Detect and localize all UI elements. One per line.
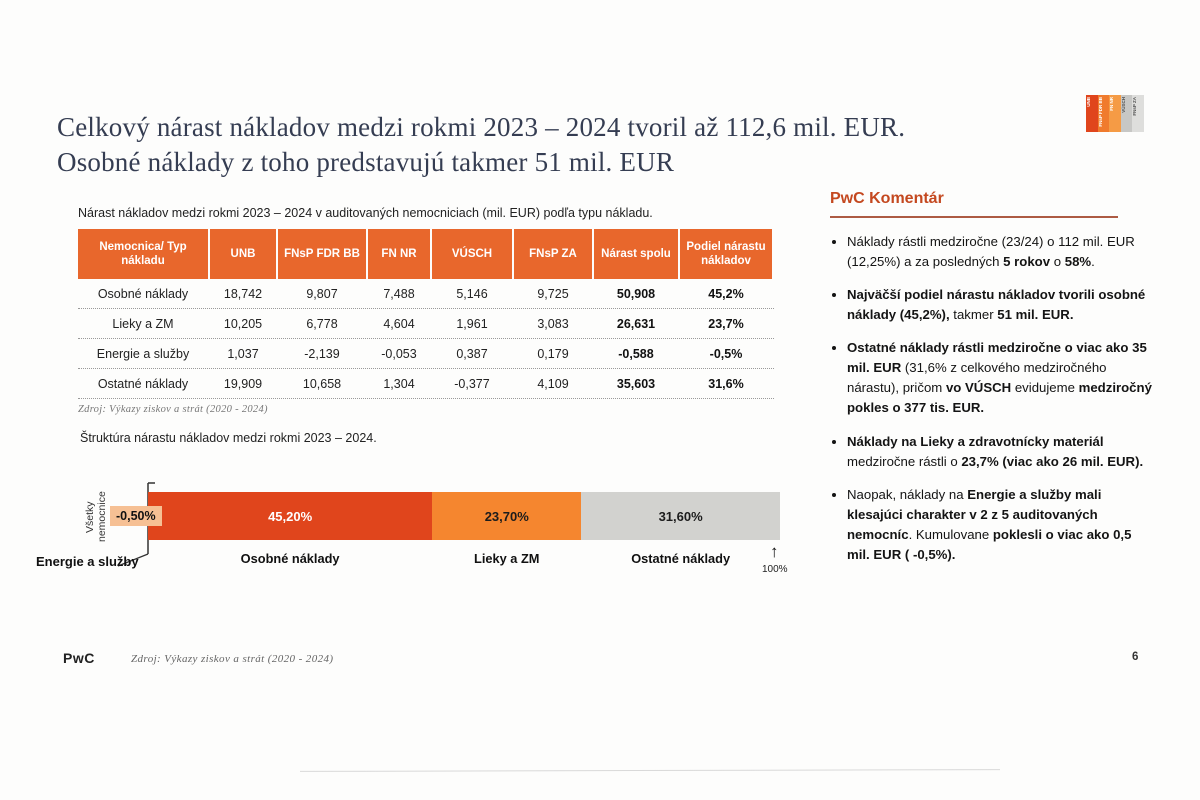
table-row: [78, 339, 774, 369]
chart-axis-category: Všetky nemocnice: [84, 491, 109, 543]
cost-table-block: [78, 206, 774, 415]
stacked-bar-chart: [0, 470, 810, 600]
cell-value: 1,304: [383, 376, 415, 391]
chart-segment: 31,60%: [581, 492, 780, 540]
comment-bullet: • Náklady na Lieky a zdravotnícky materiál medziročne rástli o 23,7% (viac ako 26 mil. EUR).: [847, 432, 1152, 472]
comment-bullet: • Naopak, náklady na Energie a služby mali klesajúci charakter v 2 z 5 auditovaných nemocníc. Kumulovane poklesli o viac ako 0,5 mil. EUR ( -0,5%).: [847, 485, 1152, 565]
cell-value: 9,725: [537, 286, 569, 301]
logo-strip-bar: [1121, 95, 1133, 132]
chart-segment: 45,20%: [148, 492, 432, 540]
chart-bar: [148, 492, 780, 540]
cell-total: 50,908: [616, 286, 656, 301]
cell-value: 4,604: [383, 316, 415, 331]
title-line-1: Celkový nárast nákladov medzi rokmi 2023 – 2024 tvoril až 112,6 mil. EUR.: [57, 112, 906, 142]
table-subtitle: Nárast nákladov medzi rokmi 2023 – 2024 v auditovaných nemocniciach (mil. EUR) podľa typu nákladu.: [78, 206, 653, 220]
table-row: [78, 279, 774, 309]
cell-value: 0,387: [456, 346, 488, 361]
cell-value: 9,807: [306, 286, 338, 301]
cell-value: 6,778: [306, 316, 338, 331]
cell-value: 5,146: [456, 286, 488, 301]
table-source: Zdroj: Výkazy ziskov a strát (2020 - 2024): [78, 404, 268, 415]
cell-value: 10,205: [223, 316, 263, 331]
table-row: [78, 309, 774, 339]
logo-strip-label: FNsP FDR BB: [1097, 97, 1103, 127]
logo-strip-label: FN NR: [1109, 97, 1115, 111]
column-header: Nemocnica/ Typ nákladu: [78, 229, 208, 279]
cell-value: 4,109: [537, 376, 569, 391]
row-label: Osobné náklady: [97, 286, 189, 301]
cell-value: 3,083: [537, 316, 569, 331]
cell-share: -0,5%: [709, 346, 743, 361]
logo-strip-label: VÚSCH: [1120, 97, 1126, 113]
cell-value: -0,377: [454, 376, 490, 391]
comment-bullet: • Ostatné náklady rástli medziročne o viac ako 35 mil. EUR (31,6% z celkového medziročného nárastu), pričom vo VÚSCH evidujeme medziročný pokles o 377 tis. EUR.: [847, 338, 1152, 418]
logo-strip-bar: [1086, 95, 1098, 132]
cell-share: 23,7%: [708, 316, 744, 331]
scan-artifact-line: [300, 769, 1000, 772]
comment-bullet: • Náklady rástli medziročne (23/24) o 112 mil. EUR (12,25%) a za posledných 5 rokov o 58%.: [847, 232, 1152, 272]
cell-share: 45,2%: [708, 286, 744, 301]
table-header-row: [78, 229, 774, 279]
chart-category-label: Lieky a ZM: [474, 551, 540, 566]
chart-segment: 23,70%: [432, 492, 581, 540]
column-header: FNsP FDR BB: [278, 229, 366, 279]
chart-100pct-label: 100%: [762, 564, 788, 575]
chart-negative-segment-label: -0,50%: [110, 506, 162, 526]
comment-panel: [830, 190, 1152, 578]
cell-value: -0,053: [381, 346, 417, 361]
cell-value: 1,037: [227, 346, 259, 361]
logo-strip-bar: [1132, 95, 1144, 132]
cell-value: 19,909: [223, 376, 263, 391]
comment-heading: PwC Komentár: [830, 190, 1118, 218]
footer-source: Zdroj: Výkazy ziskov a strát (2020 - 2024): [131, 653, 334, 665]
logo-strip-label: UNB: [1086, 97, 1091, 107]
cell-share: 31,6%: [708, 376, 744, 391]
column-header: FNsP ZA: [514, 229, 592, 279]
column-header: UNB: [210, 229, 276, 279]
mini-bar-logo: [1086, 95, 1144, 132]
column-header: Nárast spolu: [594, 229, 678, 279]
logo-strip-bar: [1109, 95, 1121, 132]
cell-value: 18,742: [223, 286, 263, 301]
cell-value: 7,488: [383, 286, 415, 301]
chart-category-energie: Energie a služby: [36, 554, 139, 569]
row-label: Energie a služby: [96, 346, 190, 361]
cell-total: -0,588: [618, 346, 654, 361]
column-header: Podiel nárastu nákladov: [680, 229, 772, 279]
chart-category-label: Ostatné náklady: [631, 551, 731, 566]
logo-strip-bar: [1098, 95, 1110, 132]
up-arrow-icon: ↑: [770, 542, 779, 561]
column-header: FN NR: [368, 229, 430, 279]
row-label: Lieky a ZM: [112, 316, 174, 331]
pwc-logo: PwC: [63, 650, 95, 666]
page-title: [57, 110, 905, 180]
cell-value: 0,179: [537, 346, 569, 361]
cost-table: [78, 229, 774, 399]
cell-total: 35,603: [616, 376, 656, 391]
comment-bullet: • Najväčší podiel nárastu nákladov tvorili osobné náklady (45,2%), takmer 51 mil. EUR.: [847, 285, 1152, 325]
chart-category-label: Osobné náklady: [240, 551, 340, 566]
logo-strip-label: FNsP ZA: [1132, 97, 1138, 116]
chart-title: Štruktúra nárastu nákladov medzi rokmi 2023 – 2024.: [80, 431, 377, 445]
comment-bullet-list: [830, 232, 1152, 565]
cell-value: -2,139: [304, 346, 340, 361]
column-header: VÚSCH: [432, 229, 512, 279]
page-number: 6: [1132, 651, 1139, 663]
row-label: Ostatné náklady: [97, 376, 189, 391]
title-line-2: Osobné náklady z toho predstavujú takmer 51 mil. EUR: [57, 147, 675, 178]
cell-total: 26,631: [616, 316, 656, 331]
table-row: [78, 369, 774, 399]
cell-value: 10,658: [302, 376, 342, 391]
cell-value: 1,961: [456, 316, 488, 331]
